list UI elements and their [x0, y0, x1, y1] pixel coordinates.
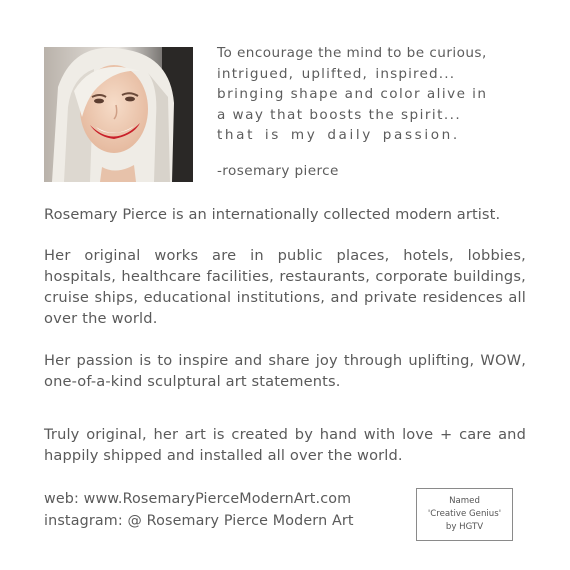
instagram-text: instagram: @ Rosemary Pierce Modern Art	[44, 513, 354, 529]
website-text: web: www.RosemaryPierceModernArt.com	[44, 491, 352, 507]
contact-info	[44, 488, 354, 532]
bio-paragraph-locations: Her original works are in public places, hotels, lobbies, hospitals, healthcare facilities, restaurants, corporate buildings, cruise ships, educational institutions, and private residences all over the world.	[44, 247, 526, 327]
quote-line: that is my daily passion.	[217, 127, 460, 143]
badge-line: 'Creative Genius'	[427, 509, 502, 519]
hgtv-badge	[416, 488, 513, 541]
bio-paragraph-original: Truly original, her art is created by hand with love + care and happily shipped and installed all over the world.	[44, 426, 526, 464]
quote-line: a way that boosts the spirit...	[217, 106, 462, 123]
bio-paragraph-intro: Rosemary Pierce is an internationally collected modern artist.	[44, 206, 501, 223]
artist-portrait	[44, 47, 193, 182]
bio-paragraph-passion: Her passion is to inspire and share joy through uplifting, WOW, one-of-a-kind sculptural art statements.	[44, 352, 526, 390]
quote-line: bringing shape and color alive in	[217, 86, 488, 102]
quote-line: To encourage the mind to be curious,	[217, 45, 487, 61]
quote-line: intrigued, uplifted, inspired...	[217, 65, 456, 82]
badge-line: Named	[449, 496, 480, 506]
badge-line: by HGTV	[445, 522, 484, 532]
artist-quote	[217, 43, 547, 146]
quote-attribution: -rosemary pierce	[217, 163, 339, 179]
